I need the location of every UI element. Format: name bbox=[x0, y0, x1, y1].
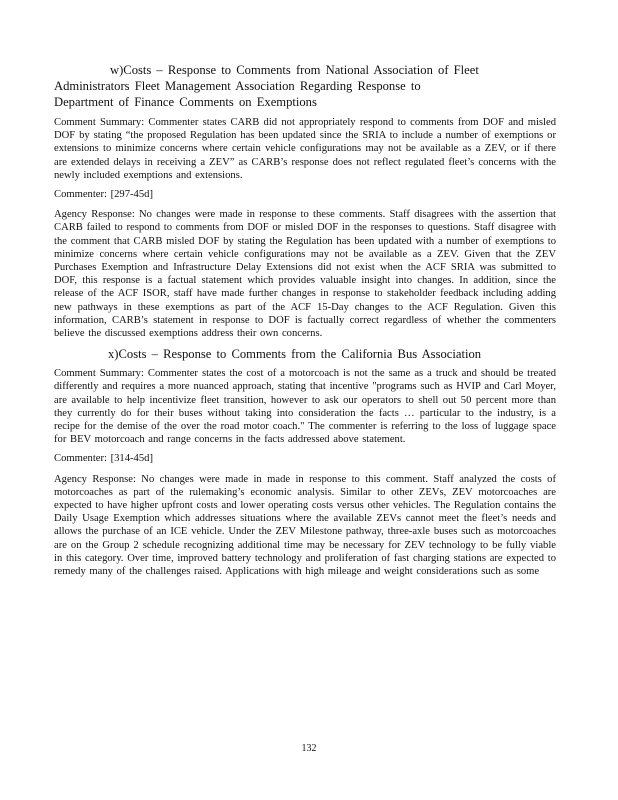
document-page bbox=[54, 62, 556, 584]
section-x-heading: x)Costs – Response to Comments from the California Bus Association bbox=[108, 347, 482, 362]
page-number: 132 bbox=[301, 743, 317, 754]
section-x-commenter: Commenter: [314-45d] bbox=[54, 453, 153, 465]
section-w-heading bbox=[54, 62, 556, 110]
section-w-heading-line-1: w)Costs – Response to Comments from National Association of Fleet bbox=[110, 63, 479, 77]
section-w-commenter: Commenter: [297-45d] bbox=[54, 189, 153, 201]
section-w-heading-line-3: Department of Finance Comments on Exemptions bbox=[54, 95, 317, 109]
section-w-heading-line-2: Administrators Fleet Management Association Regarding Response to bbox=[54, 79, 421, 93]
section-x-agency-response: Agency Response: No changes were made in made in response to this comment. Staff analyzed the costs of motorcoaches as part of the rulemaking’s economic analysis. Similar to other ZEVs, ZEV motorcoaches are expected to have higher upfront costs and lower operating costs versus other vehicles. The Regulation contains the Daily Usage Exemption which addresses situations where the available ZEVs cannot meet the fleet’s needs and allows the purchase of an ICE vehicle. Under the ZEV Milestone pathway, three-axle buses such as motorcoaches are on the Group 2 schedule recognizing additional time may be necessary for ZEV technology to be fully viable in this category. Over time, improved battery technology and proliferation of fast charging stations are expected to remedy many of the challenges raised. Applications with high mileage and weight considerations such as some bbox=[54, 473, 556, 578]
section-w-comment-summary: Comment Summary: Commenter states CARB did not appropriately respond to comments from DOF and misled DOF by stating “the proposed Regulation has been updated since the SRIA to include a number of exemptions or extensions to minimize concerns where certain vehicle configurations may not be available as a ZEV, or if there are extended delays in receiving a ZEV” as CARB’s response does not reflect regulated fleet’s concerns with the newly included exemptions and extensions. bbox=[54, 117, 556, 181]
section-x-comment-summary: Comment Summary: Commenter states the cost of a motorcoach is not the same as a truck and should be treated differently and requires a more nuanced approach, stating that incentive "programs such as HVIP and Carl Moyer, are available to help incentivize fleet transition, however to ask our operators to shell out 50 percent more than they currently do for their buses without taking into consideration the facts … particular to the industry, is a recipe for the demise of the over the road motor coach." The commenter is referring to the loss of luggage space for BEV motorcoach and range concerns in the facts addressed above statement. bbox=[54, 368, 556, 446]
section-w-agency-response: Agency Response: No changes were made in response to these comments. Staff disagrees with the assertion that CARB failed to respond to comments from DOF or misled DOF in the responses to questions. Staff disagree with the comment that CARB misled DOF by stating the Regulation has been updated with a number of exemptions to minimize concerns where certain vehicle configurations may not be available as a ZEV. Given that the ZEV Purchases Exemption and Infrastructure Delay Extensions did not exist when the ACF SRIA was submitted to DOF, this response is a factual statement which provides valuable insight into changes. In addition, since the release of the ACF ISOR, staff have made further changes in response to stakeholder feedback including adding new pathways in these exemptions as part of the ACF 15-Day changes to the ACF Regulation. Given this information, CARB’s statement in response to DOF is factually correct regardless of whether the commenters believe the discussed exemptions address their own concerns. bbox=[54, 209, 556, 340]
